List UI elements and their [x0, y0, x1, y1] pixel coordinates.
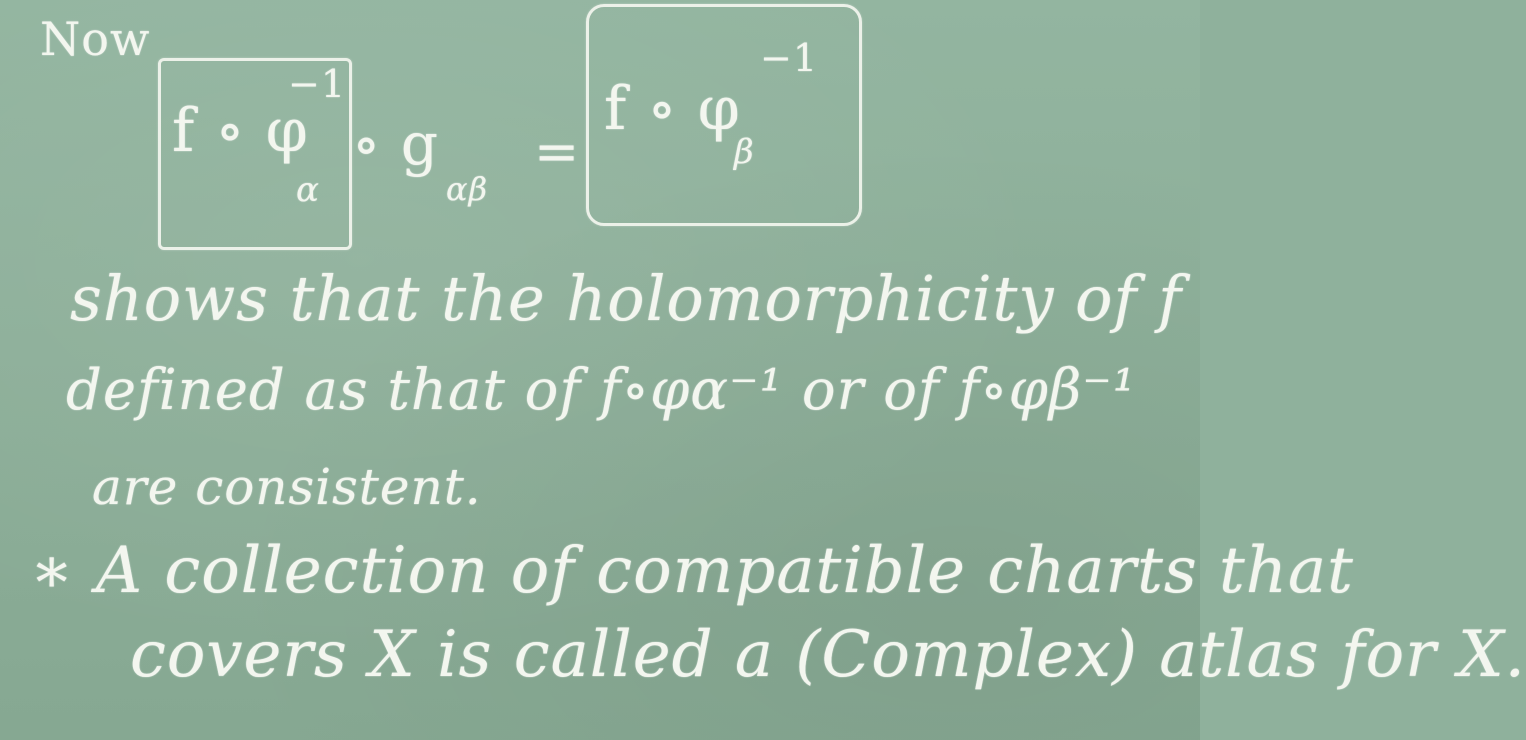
text-line-2: defined as that of f∘φα⁻¹ or of f∘φβ⁻¹: [66, 358, 1137, 423]
g-subscript: αβ: [446, 170, 489, 208]
compose-g: ∘ g: [352, 110, 439, 178]
text-line-1: shows that the holomorphicity of f: [70, 262, 1183, 335]
left-box-subscript: α: [296, 170, 320, 210]
equals-sign: =: [534, 120, 581, 183]
now-heading: Now: [40, 12, 151, 66]
text-line-4: ∗ A collection of compatible charts that: [30, 534, 1354, 608]
text-line-5: covers X is called a (Complex) atlas for X.: [130, 618, 1526, 692]
right-box-expression: f ∘ φ: [604, 74, 741, 144]
text-line-3: are consistent.: [92, 458, 482, 516]
right-box-subscript: β: [734, 132, 755, 172]
left-box-expression: f ∘ φ: [172, 96, 309, 166]
right-box-superscript: −1: [760, 36, 819, 80]
left-box-superscript: −1: [288, 62, 347, 106]
